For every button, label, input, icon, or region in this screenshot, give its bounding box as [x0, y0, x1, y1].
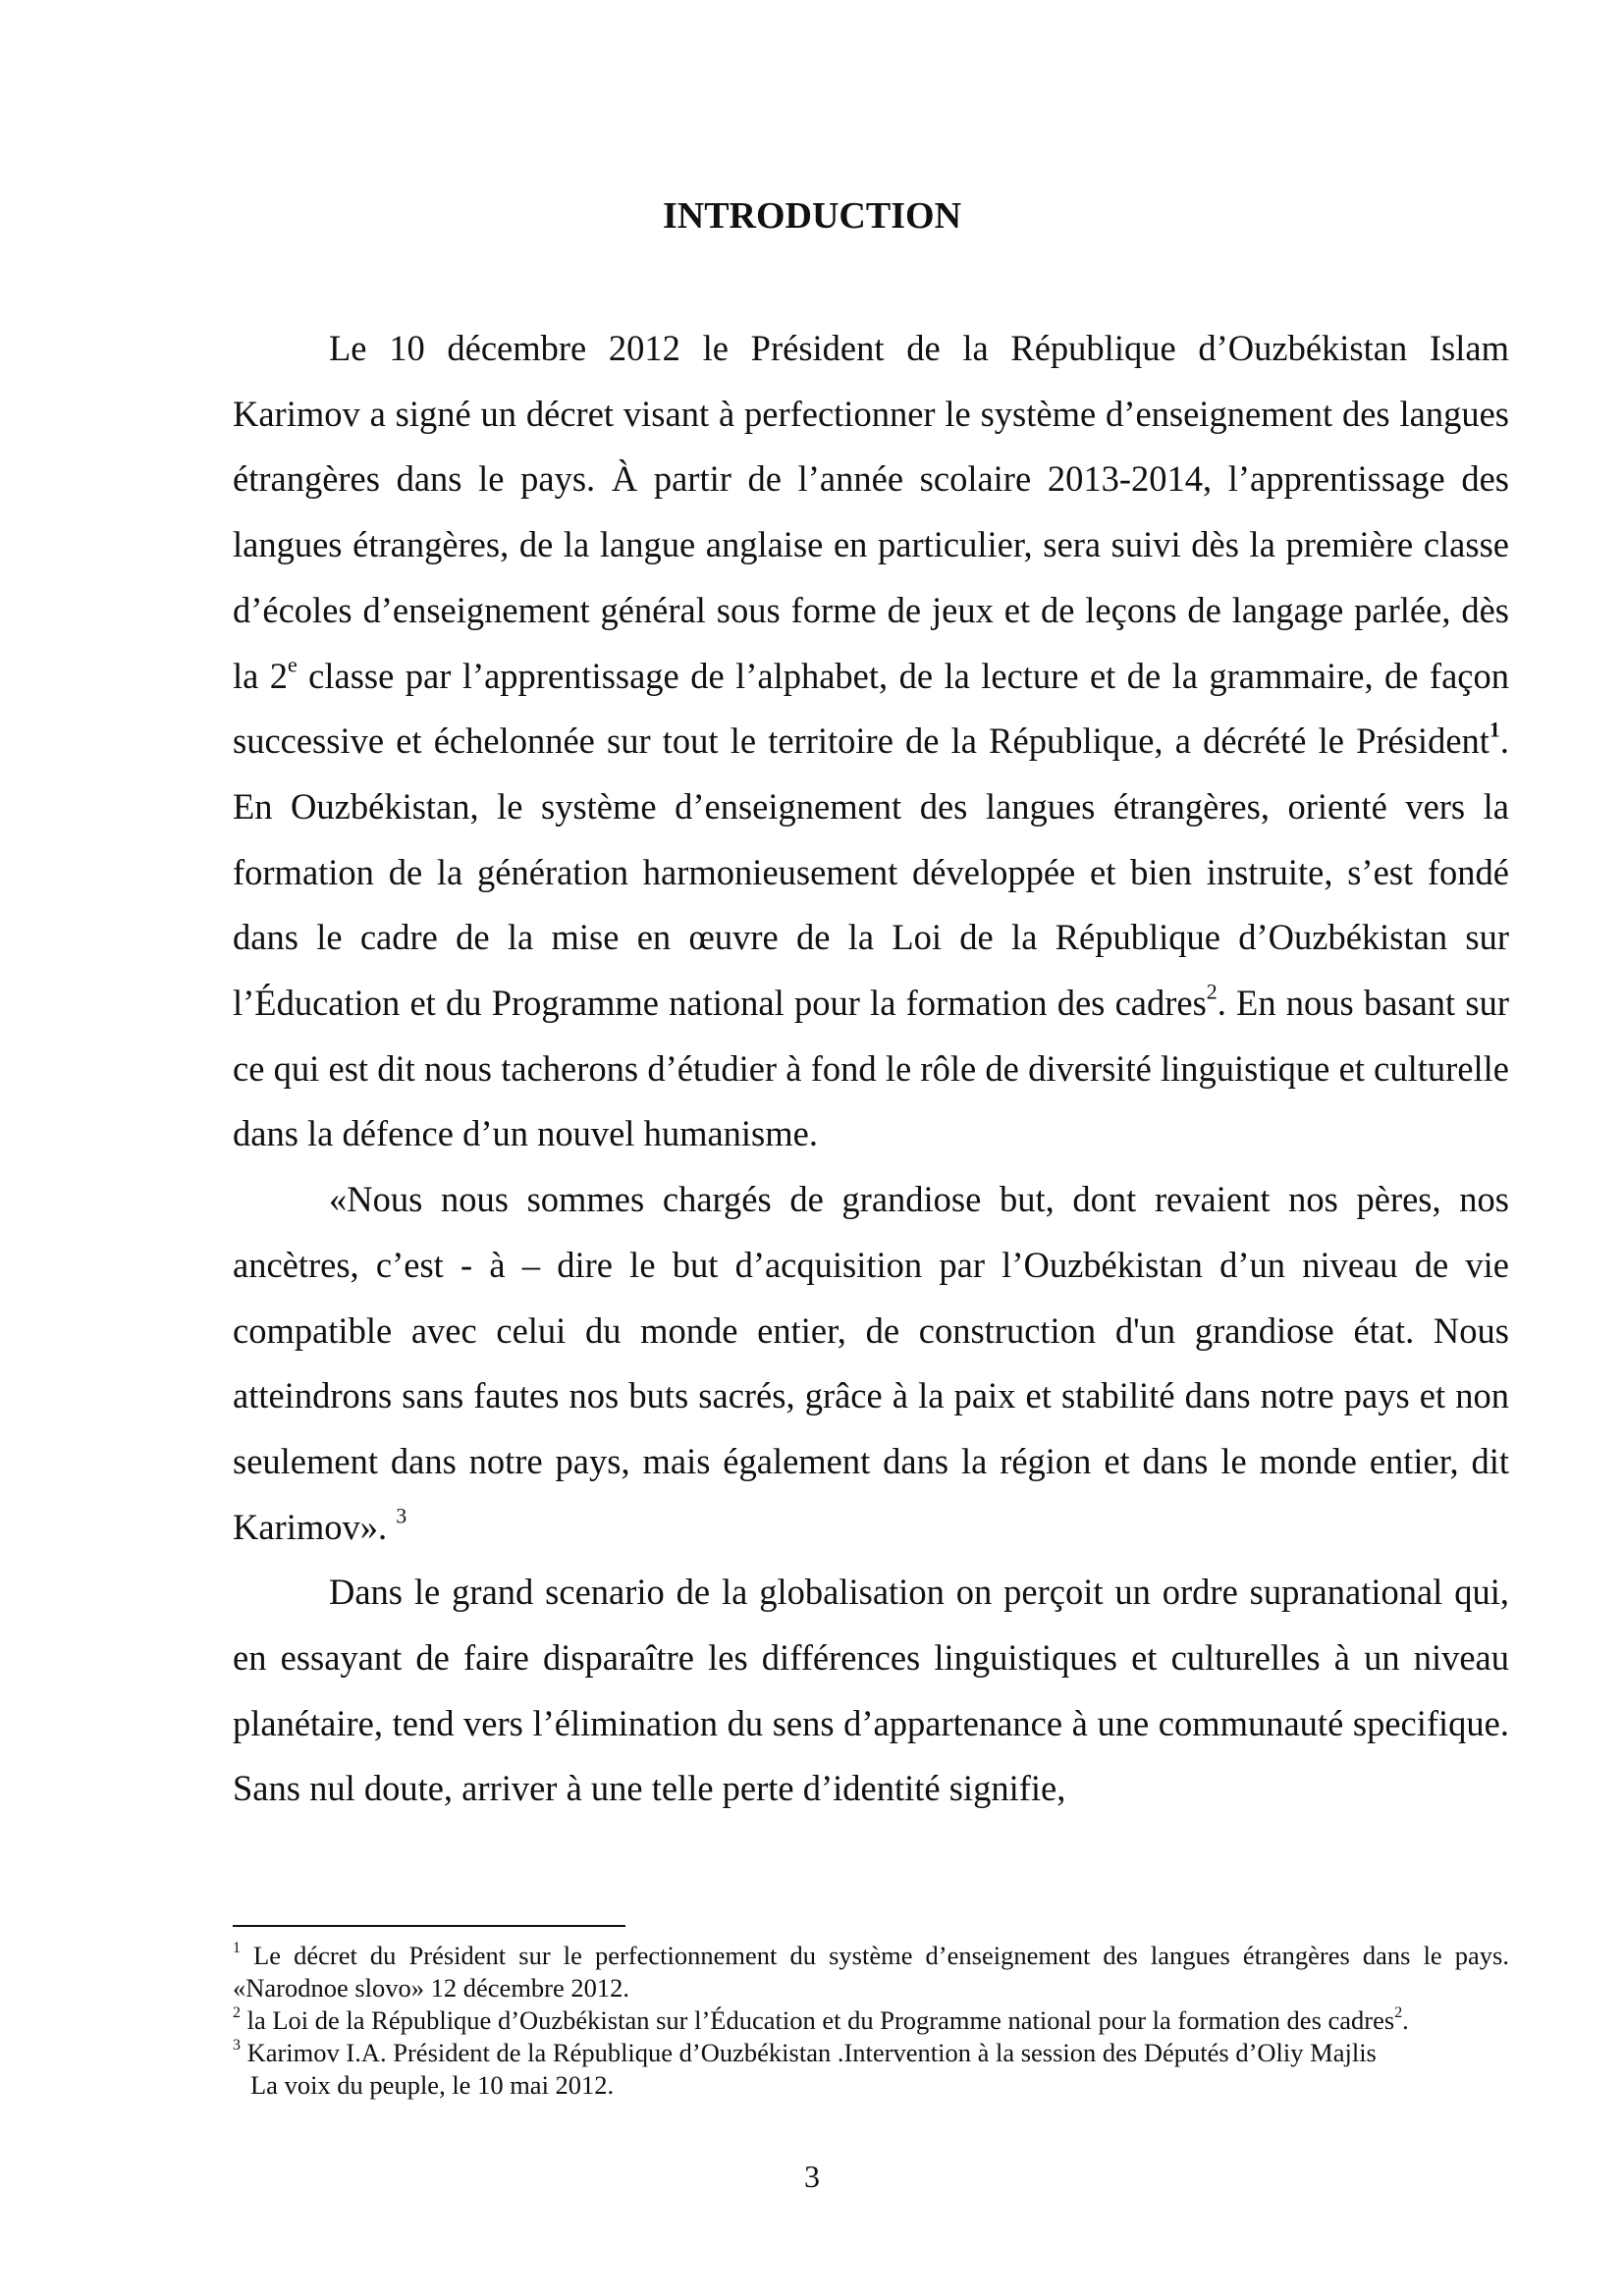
- footnote-3-continuation: La voix du peuple, le 10 mai 2012.: [250, 2070, 615, 2100]
- paragraph-1-text-b: classe par l’apprentissage de l’alphabet, de la lecture et de la grammaire, de façon successive et échelonnée sur tout le territoire de la République, a décrété le Président: [233, 655, 1509, 762]
- paragraph-1-text-d: . En nous basant sur ce qui est dit nous tacherons d’étudier à fond le rôle de diversité linguistique et culturelle dans la défence d’un nouvel humanisme.: [233, 983, 1509, 1154]
- footnote-3: [233, 2037, 1509, 2069]
- page-title: INTRODUCTION: [662, 195, 962, 237]
- superscript-e: e: [288, 652, 298, 677]
- paragraph-2: [233, 1167, 1509, 1560]
- footnote-1-number: 1: [233, 1940, 241, 1957]
- footnote-1-text: Le décret du Président sur le perfectionnement du système d’enseignement des langues étrangères dans le pays. «Narodnoe slovo» 12 décembre 2012.: [233, 1941, 1509, 2002]
- footnote-2-number: 2: [233, 2004, 241, 2022]
- footnotes: [233, 1940, 1509, 2102]
- paragraph-2-text: «Nous nous sommes chargés de grandiose but, dont revaient nos pères, nos ancètres, c’est - à – dire le but d’acquisition par l’Ouzbékistan d’un niveau de vie compatible avec celui du monde entier, de construction d'un grandiose état. Nous atteindrons sans fautes nos buts sacrés, grâce à la paix et stabilité dans notre pays et non seulement dans notre pays, mais également dans la région et dans le monde entier, dit Karimov».: [233, 1179, 1509, 1547]
- footnote-3-text: Karimov I.A. Président de la République d’Ouzbékistan .Intervention à la session des Députés d’Oliy Majlis: [240, 2038, 1377, 2067]
- paragraph-3-text: Dans le grand scenario de la globalisation on perçoit un ordre supranational qui, en essayant de faire disparaître les différences linguistiques et culturelles à un niveau planétaire, tend vers l’élimination du sens d’appartenance à une communauté specifique. Sans nul doute, arriver à une telle perte d’identité signifie,: [233, 1572, 1509, 1809]
- footnote-2: [233, 2004, 1509, 2037]
- footnote-ref-2: 2: [1206, 979, 1218, 1004]
- footnote-2-superscript: 2: [1394, 2004, 1403, 2022]
- footnote-3-number: 3: [233, 2037, 241, 2055]
- paragraph-1: [233, 316, 1509, 1167]
- footnote-2-text: la Loi de la République d’Ouzbékistan sur l’Éducation et du Programme national pour la formation des cadres: [240, 2005, 1395, 2035]
- paragraph-1-text-c: . En Ouzbékistan, le système d’enseignement des langues étrangères, orienté vers la formation de la génération harmonieusement développée et bien instruite, s’est fondé dans le cadre de la mise en œuvre de la Loi de la République d’Ouzbékistan sur l’Éducation et du Programme national pour la formation des cadres: [233, 721, 1509, 1024]
- body-text: [233, 316, 1509, 1822]
- footnote-ref-1: 1: [1489, 717, 1500, 742]
- footnote-ref-3: 3: [396, 1503, 407, 1528]
- paragraph-3: [233, 1560, 1509, 1822]
- footnote-separator: [233, 1925, 625, 1927]
- paragraph-1-text-a: Le 10 décembre 2012 le Président de la République d’Ouzbékistan Islam Karimov a signé un décret visant à perfectionner le système d’enseignement des langues étrangères dans le pays. À partir de l’année scolaire 2013-2014, l’apprentissage des langues étrangères, de la langue anglaise en particulier, sera suivi dès la première classe d’écoles d’enseignement général sous forme de jeux et de leçons de langage parlée, dès la 2: [233, 328, 1509, 696]
- page-number: 3: [804, 2159, 820, 2194]
- footnote-1: [233, 1940, 1509, 2004]
- footnote-2-end: .: [1402, 2005, 1409, 2035]
